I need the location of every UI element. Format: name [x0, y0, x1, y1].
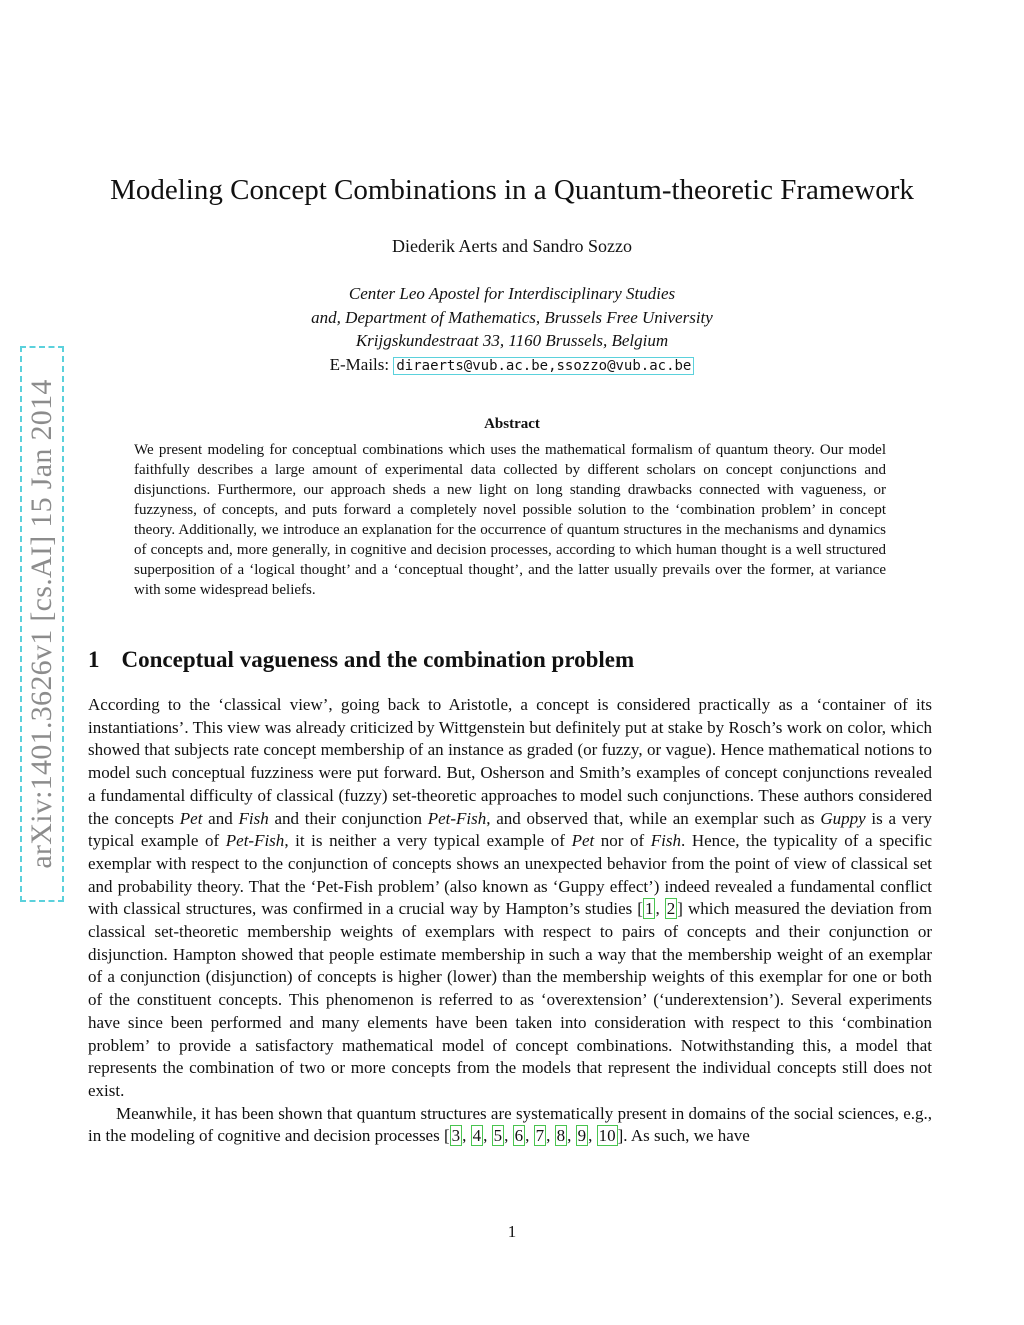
- citation-link[interactable]: 4: [472, 1126, 482, 1146]
- paragraph-1: According to the ‘classical view’, going back to Aristotle, a concept is considered practically as a ‘container of its instantiations’. This view was already criticized by Wittgenstein but definitely put at stake by Rosch’s work on color, which showed that subjects rate concept membership of an instance as graded (or fuzzy, or vague). Hence mathematical notions to model such conceptual fuzziness were put forward. But, Osherson and Smith’s examples of concept conjunctions revealed a fundamental difficulty of classical (fuzzy) set-theoretic approaches to model such conjunctions. These authors considered the concepts Pet and Fish and their conjunction Pet-Fish, and observed that, while an exemplar such as Guppy is a very typical example of Pet-Fish, it is neither a very typical example of Pet nor of Fish. Hence, the typicality of a specific exemplar with respect to the conjunction of concepts shows an unexpected behavior from the point of view of classical set and probability theory. That the ‘Pet-Fish problem’ (also known as ‘Guppy effect’) indeed revealed a fundamental conflict with classical structures, was confirmed in a crucial way by Hampton’s studies [ 1 , 2 ] which measured the deviation from classical set-theoretic membership weights of exemplars with respect to pairs of concepts and their conjunction or disjunction. Hampton showed that people estimate membership in such a way that the membership weight of an exemplar of a conjunction (disjunction) of concepts is higher (lower) than the membership weights of this exemplar for one or both of the constituent concepts. This phenomenon is referred to as ‘overextension’ (‘underextension’). Several experiments have since been performed and many elements have been taken into consideration with respect to this ‘combination problem’ to provide a satisfactory mathematical model of concept combinations. Notwithstanding this, a model that represents the combination of two or more concepts from the models that represent the individual concepts still does not exist.: [88, 695, 933, 1100]
- section-title: Conceptual vagueness and the combination problem: [121, 647, 635, 672]
- section-body: [88, 694, 932, 1148]
- citation-link[interactable]: 1: [644, 899, 654, 919]
- citation-link[interactable]: 10: [598, 1126, 616, 1146]
- affiliation-line-3: Krijgskundestraat 33, 1160 Brussels, Belgium: [355, 331, 669, 350]
- affiliation-line-1: Center Leo Apostel for Interdisciplinary Studies: [348, 284, 676, 303]
- citation-link[interactable]: 5: [493, 1126, 503, 1146]
- citation-link[interactable]: 8: [556, 1126, 566, 1146]
- paragraph-2: Meanwhile, it has been shown that quantum structures are systematically present in domains of the social sciences, e.g., in the modeling of cognitive and decision processes [ 3 , 4 , 5 , 6 , 7 , 8 , 9 , 10 ]. As such, we have: [88, 1103, 932, 1146]
- paper-authors: Diederik Aerts and Sandro Sozzo: [392, 236, 632, 256]
- affiliation-line-2: and, Department of Mathematics, Brussels Free University: [311, 308, 713, 327]
- section-number: 1: [88, 647, 100, 672]
- section-heading: [88, 647, 634, 673]
- abstract-text: We present modeling for conceptual combinations which uses the mathematical formalism of quantum theory. Our model faithfully describes a large amount of experimental data collected by different scholars on concept conjunctions and disjunctions. Furthermore, our approach sheds a new light on long standing drawbacks connected with vagueness, or fuzzyness, of concepts, and puts forward a completely novel possible solution to the ‘combination problem’ in concept theory. Additionally, we introduce an explanation for the occurrence of quantum structures in the mechanisms and dynamics of concepts and, more generally, in cognitive and decision processes, according to which human thought is a well structured superposition of a ‘logical thought’ and a ‘conceptual thought’, and the latter usually prevails over the former, at variance with some widespread beliefs.: [134, 442, 886, 598]
- email-link[interactable]: diraerts@vub.ac.be,ssozzo@vub.ac.be: [393, 357, 694, 375]
- citation-link[interactable]: 7: [535, 1126, 545, 1146]
- emails-label: E-Mails:: [329, 355, 394, 374]
- page-number: 1: [507, 1222, 517, 1241]
- emails-line: [0, 355, 1024, 375]
- arxiv-identifier: arXiv:1401.3626v1 [cs.AI] 15 Jan 2014: [25, 379, 58, 869]
- citation-link[interactable]: 6: [514, 1126, 524, 1146]
- paper-title: Modeling Concept Combinations in a Quantum-theoretic Framework: [110, 174, 914, 206]
- citation-link[interactable]: 2: [666, 899, 676, 919]
- abstract-heading: Abstract: [484, 416, 540, 432]
- citation-link[interactable]: 3: [451, 1126, 461, 1146]
- citation-link[interactable]: 9: [577, 1126, 587, 1146]
